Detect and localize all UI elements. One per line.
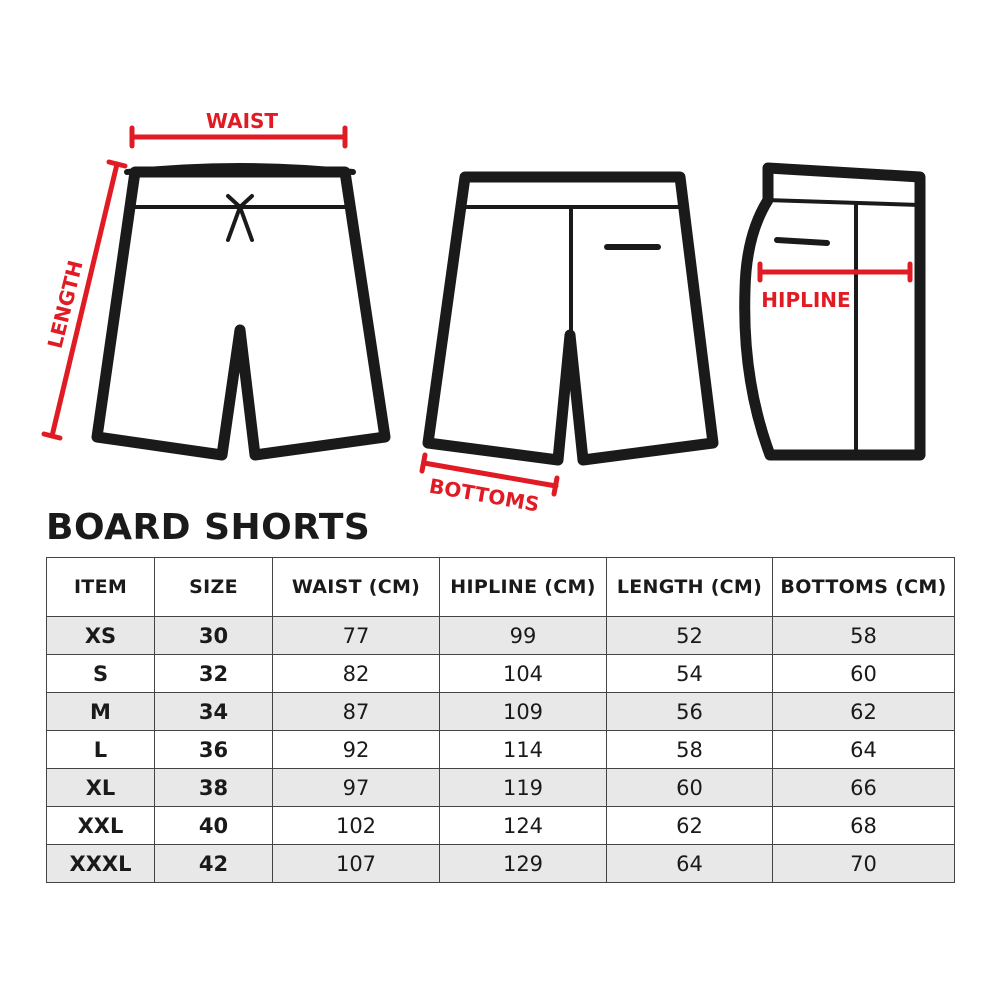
table-row [47,731,955,769]
cell-bottoms: 66 [773,769,955,807]
cell-item: XL [47,769,155,807]
cell-hipline: 109 [440,693,607,731]
length-label: LENGTH [42,257,88,351]
hipline-label: HIPLINE [761,288,851,312]
cell-hipline: 114 [440,731,607,769]
cell-hipline: 99 [440,617,607,655]
size-chart-table [46,557,955,883]
cell-item: XS [47,617,155,655]
header-item: ITEM [47,558,155,617]
cell-size: 32 [155,655,273,693]
cell-length: 62 [607,807,773,845]
front-view-shorts [97,166,385,455]
bottoms-label: BOTTOMS [427,473,542,517]
cell-waist: 77 [273,617,440,655]
cell-bottoms: 58 [773,617,955,655]
table-row [47,693,955,731]
cell-bottoms: 62 [773,693,955,731]
cell-hipline: 124 [440,807,607,845]
table-row [47,807,955,845]
page-title: BOARD SHORTS [46,507,371,548]
header-length: LENGTH (CM) [607,558,773,617]
header-size: SIZE [155,558,273,617]
cell-hipline: 104 [440,655,607,693]
cell-item: XXXL [47,845,155,883]
back-view-shorts [428,177,713,460]
cell-size: 40 [155,807,273,845]
cell-bottoms: 64 [773,731,955,769]
waist-label: WAIST [205,109,279,133]
cell-size: 36 [155,731,273,769]
table-row [47,655,955,693]
cell-item: S [47,655,155,693]
cell-size: 30 [155,617,273,655]
cell-length: 56 [607,693,773,731]
cell-bottoms: 70 [773,845,955,883]
cell-item: XXL [47,807,155,845]
cell-size: 42 [155,845,273,883]
cell-waist: 97 [273,769,440,807]
header-hipline: HIPLINE (CM) [440,558,607,617]
cell-size: 38 [155,769,273,807]
cell-item: L [47,731,155,769]
cell-bottoms: 60 [773,655,955,693]
table-row [47,769,955,807]
cell-hipline: 129 [440,845,607,883]
cell-waist: 82 [273,655,440,693]
cell-item: M [47,693,155,731]
cell-length: 52 [607,617,773,655]
cell-waist: 107 [273,845,440,883]
cell-length: 60 [607,769,773,807]
cell-length: 58 [607,731,773,769]
cell-hipline: 119 [440,769,607,807]
cell-waist: 87 [273,693,440,731]
cell-size: 34 [155,693,273,731]
cell-waist: 102 [273,807,440,845]
cell-length: 54 [607,655,773,693]
table-header-row [47,558,955,617]
cell-length: 64 [607,845,773,883]
table-row [47,617,955,655]
header-waist: WAIST (CM) [273,558,440,617]
cell-waist: 92 [273,731,440,769]
header-bottoms: BOTTOMS (CM) [773,558,955,617]
table-row [47,845,955,883]
cell-bottoms: 68 [773,807,955,845]
